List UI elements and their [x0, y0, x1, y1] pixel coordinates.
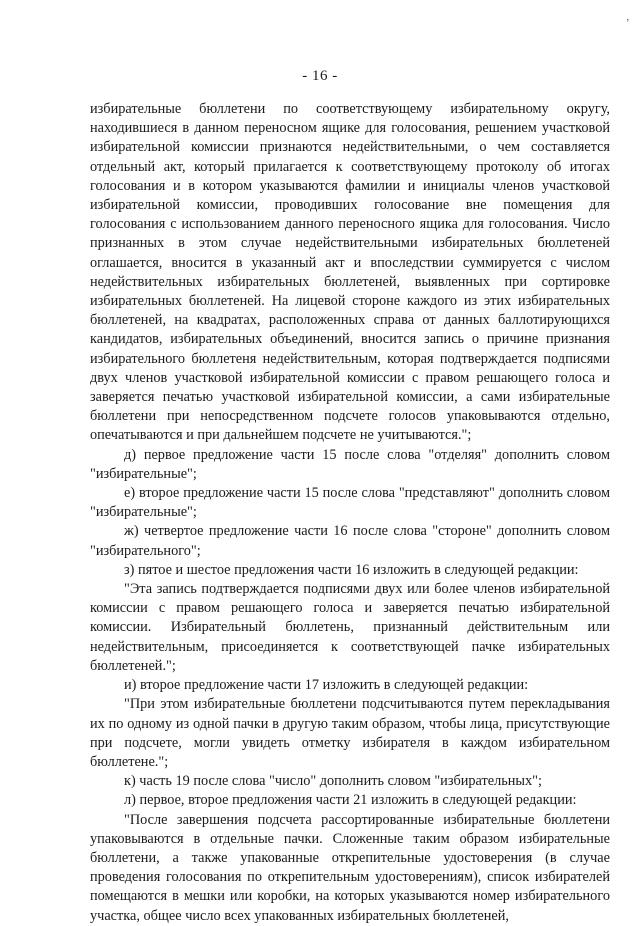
paragraph-item-zh: ж) четвертое предложение части 16 после слова "стороне" дополнить словом "избирательного";	[90, 523, 610, 559]
paragraph-item-z: з) пятое и шестое предложения части 16 изложить в следующей редакции:	[124, 561, 579, 578]
paragraph-item-d: д) первое предложение части 15 после слова "отделяя" дополнить словом "избирательные";	[90, 446, 610, 482]
paragraph-quote-l: "После завершения подсчета рассортированные избирательные бюллетени упаковываются в отдельные пачки. Сложенные таким образом избирательные бюллетени, а также упакованные открепительные удостоверения (в случае проведения голосования по открепительным удостоверениям), список избирателей помещаются в мешки или коробки, на которых указываются номер избирательного участка, общее число всех упакованных избирательных бюллетеней,	[90, 811, 610, 924]
body-text	[90, 100, 610, 926]
paragraph-quote-z: "Эта запись подтверждается подписями двух или более членов избирательной комиссии с правом решающего голоса и заверяется печатью избирательной комиссии. Избирательный бюллетень, признанный действительным или недействительным, присоединяется к соответствующей пачке избирательных бюллетеней.";	[90, 581, 610, 674]
margin-mark: ʼ	[626, 18, 630, 29]
paragraph-item-k: к) часть 19 после слова "число" дополнить словом "избирательных";	[124, 773, 542, 790]
paragraph-quote-i: "При этом избирательные бюллетени подсчитываются путем перекладывания их по одному из одной пачки в другую таким образом, чтобы лица, присутствующие при подсчете, могли увидеть отметку избирателя в каждом избирательном бюллетене.";	[90, 696, 610, 770]
paragraph-item-i: и) второе предложение части 17 изложить в следующей редакции:	[124, 677, 529, 694]
paragraph-continuation: избирательные бюллетени по соответствующему избирательному округу, находившиеся в данном переносном ящике для голосования, решением участковой избирательной комиссии признаются недействительными, о чем составляется отдельный акт, который прилагается к соответствующему протоколу об итогах голосования и в котором указываются фамилии и инициалы членов участковой избирательной комиссии, проводивших голосование вне помещения для голосования с использованием данного переносного ящика для голосования. Число признанных в этом случае недействительными избирательных бюллетеней оглашается, вносится в указанный акт и впоследствии суммируется с числом недействительных избирательных бюллетеней, выявленных при сортировке избирательных бюллетеней. На лицевой стороне каждого из этих избирательных бюллетеней, на квадратах, расположенных справа от данных баллотирующихся кандидатов, избирательных объединений, вносится запись о причине признания избирательного бюллетеня недействительным, которая подтверждается подписями двух членов участковой избирательной комиссии с правом решающего голоса и заверяется печатью участковой избирательной комиссии, а сами избирательные бюллетени при непосредственном подсчете голосов упаковываются отдельно, опечатываются и при дальнейшем подсчете не учитываются.";	[90, 101, 610, 444]
page-number: - 16 -	[302, 68, 338, 84]
paragraph-item-e: е) второе предложение части 15 после слова "представляют" дополнить словом "избирательные";	[90, 485, 610, 521]
paragraph-item-l: л) первое, второе предложения части 21 изложить в следующей редакции:	[124, 792, 577, 809]
